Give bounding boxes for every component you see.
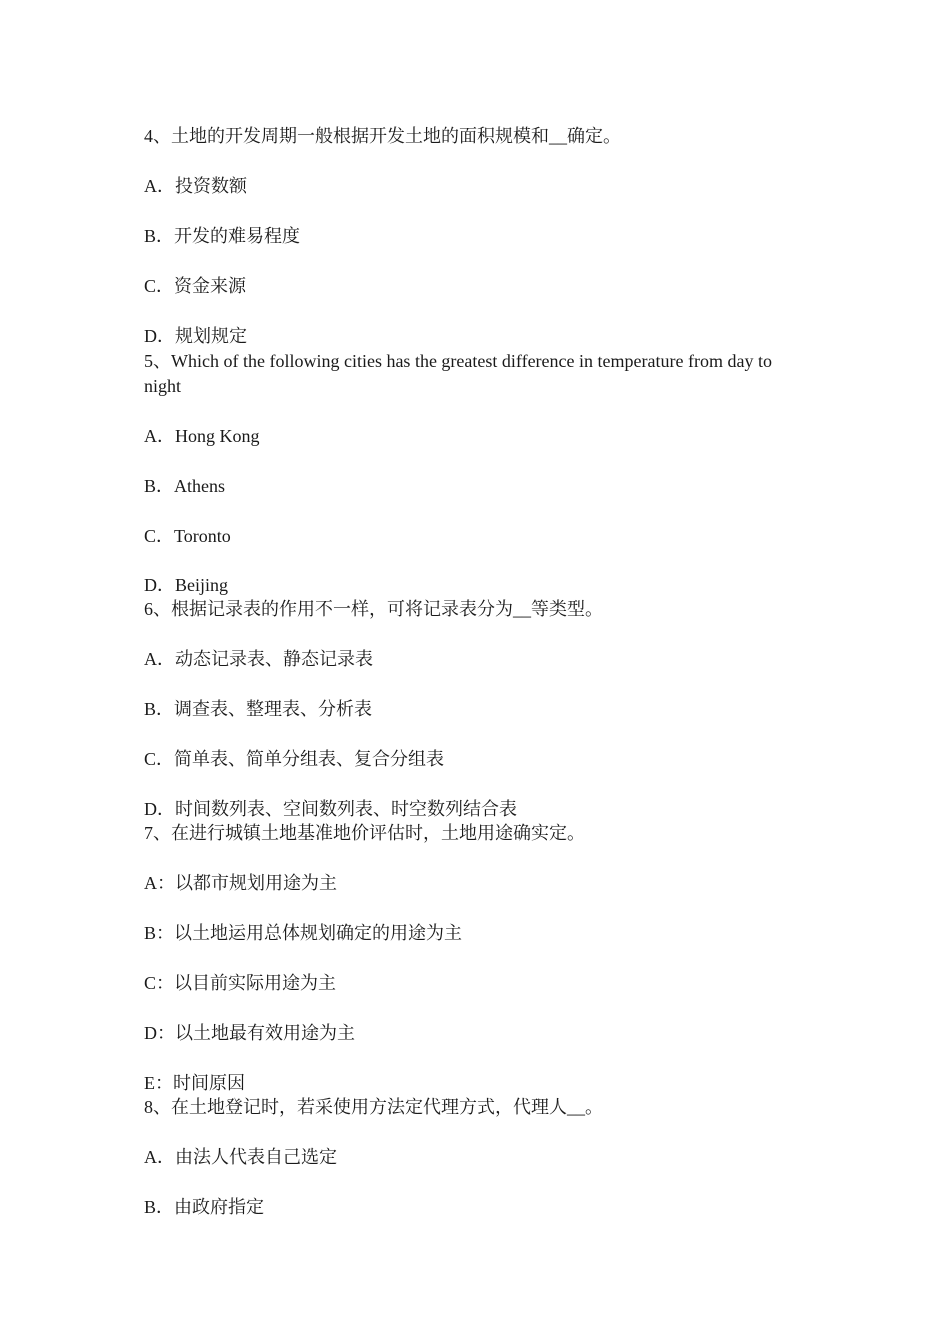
question-6-option-b: B．调查表、整理表、分析表	[144, 699, 373, 719]
question-7-option-c: C：以目前实际用途为主	[144, 973, 337, 993]
question-8-option-b: B．由政府指定	[144, 1197, 265, 1217]
question-4-option-d: D．规划规定	[144, 326, 247, 346]
question-5-option-a: A．Hong Kong	[144, 426, 260, 446]
question-5-stem: 5、Which of the following cities has the greatest difference in temperature from day to night	[144, 351, 772, 396]
question-6-option-a: A．动态记录表、静态记录表	[144, 649, 373, 669]
question-7-option-d: D：以土地最有效用途为主	[144, 1023, 355, 1043]
question-7-option-b: B：以土地运用总体规划确定的用途为主	[144, 923, 463, 943]
question-5-option-c: C．Toronto	[144, 526, 231, 546]
question-4-option-a: A．投资数额	[144, 176, 247, 196]
question-8-stem: 8、在土地登记时，若采使用方法定代理方式，代理人__。	[144, 1097, 603, 1117]
question-7-option-e: E：时间原因	[144, 1073, 245, 1093]
question-4-stem: 4、土地的开发周期一般根据开发土地的面积规模和__确定。	[144, 126, 621, 146]
question-7-option-a: A：以都市规划用途为主	[144, 873, 337, 893]
question-7-stem: 7、在进行城镇土地基准地价评估时，土地用途确实定。	[144, 823, 585, 843]
question-6-option-d: D．时间数列表、空间数列表、时空数列结合表	[144, 799, 517, 819]
question-6-stem: 6、根据记录表的作用不一样，可将记录表分为__等类型。	[144, 599, 603, 619]
question-5-option-d: D．Beijing	[144, 575, 228, 595]
question-6-option-c: C．简单表、简单分组表、复合分组表	[144, 749, 445, 769]
question-8-option-a: A．由法人代表自己选定	[144, 1147, 337, 1167]
question-4-option-b: B．开发的难易程度	[144, 226, 301, 246]
question-4-option-c: C．资金来源	[144, 276, 247, 296]
question-5-option-b: B．Athens	[144, 476, 225, 496]
